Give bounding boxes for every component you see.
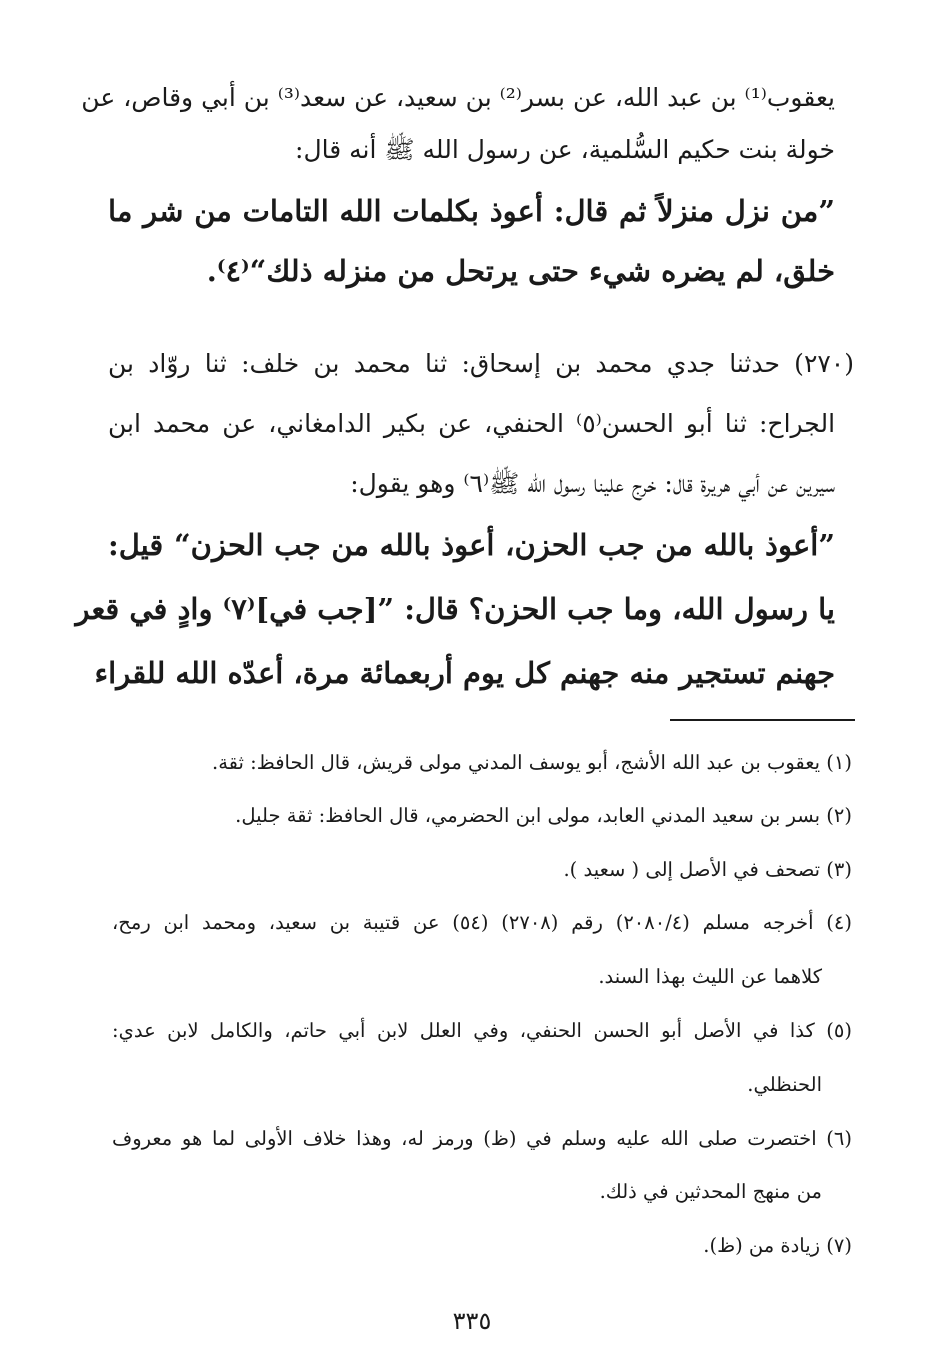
footnote-continuation: كلاهما عن الليث بهذا السند. [598,965,822,988]
body-line: يعقوب⁽¹⁾ بن عبد الله، عن بسر⁽²⁾ بن سعيد، عن سعد⁽³⁾ بن أبي وقاص، عن [81,83,835,112]
footnote: (١) يعقوب بن عبد الله الأشج، أبو يوسف المدني مولى قريش، قال الحافظ: ثقة. [212,751,852,774]
body-line: الجراح: ثنا أبو الحسن⁽٥⁾ الحنفي، عن بكير الدامغاني، عن محمد ابن [108,409,836,438]
hadith-quote-line: خلق، لم يضره شيء حتى يرتحل من منزله ذلك“⁽٤⁾. [206,254,835,288]
footnote-separator [670,719,855,721]
footnote: (٥) كذا في الأصل أبو الحسن الحنفي، وفي العلل لابن أبي حاتم، والكامل لابن عدي: [112,1019,852,1042]
footnote: (٦) اختصرت صلى الله عليه وسلم في (ظ) ورمز له، وهذا خلاف الأولى لما هو معروف [112,1127,852,1150]
footnote: (٣) تصحف في الأصل إلى ( سعيد ). [563,858,852,881]
page-number: ٣٣٥ [452,1307,492,1335]
footnote-continuation: من منهج المحدثين في ذلك. [599,1180,822,1203]
hadith-quote-line: ”أعوذ بالله من جب الحزن، أعوذ بالله من جب الحزن“ قيل: [108,528,835,562]
footnote: (٢) بسر بن سعيد المدني العابد، مولى ابن الحضرمي، قال الحافظ: ثقة جليل. [235,804,852,827]
hadith-quote-line: ”من نزل منزلاً ثم قال: أعوذ بكلمات الله التامات من شر ما [108,194,835,228]
footnote: (٧) زيادة من (ظ). [703,1234,852,1257]
footnote-continuation: الحنظلي. [747,1073,822,1096]
body-line: خولة بنت حكيم السُّلمية، عن رسول الله ﷺ أنه قال: [295,135,835,164]
hadith-number-line: (٢٧٠) حدثنا جدي محمد بن إسحاق: ثنا محمد بن خلف: ثنا روّاد بن [108,349,854,378]
body-line: سيرين عن أبي هريرة قال: خرج علينا رسول الله ﷺ⁽٦⁾ وهو يقول: [350,469,835,498]
hadith-quote-line: جهنم تستجير منه جهنم كل يوم أربعمائة مرة، أعدّه الله للقراء [94,656,835,690]
hadith-quote-line: يا رسول الله، وما جب الحزن؟ قال: ”[جب في]⁽٧⁾ وادٍ في قعر [75,592,835,626]
footnote: (٤) أخرجه مسلم (٢٠٨٠/٤) رقم (٢٧٠٨) (٥٤) عن قتيبة بن سعيد، ومحمد ابن رمح، [112,911,852,934]
